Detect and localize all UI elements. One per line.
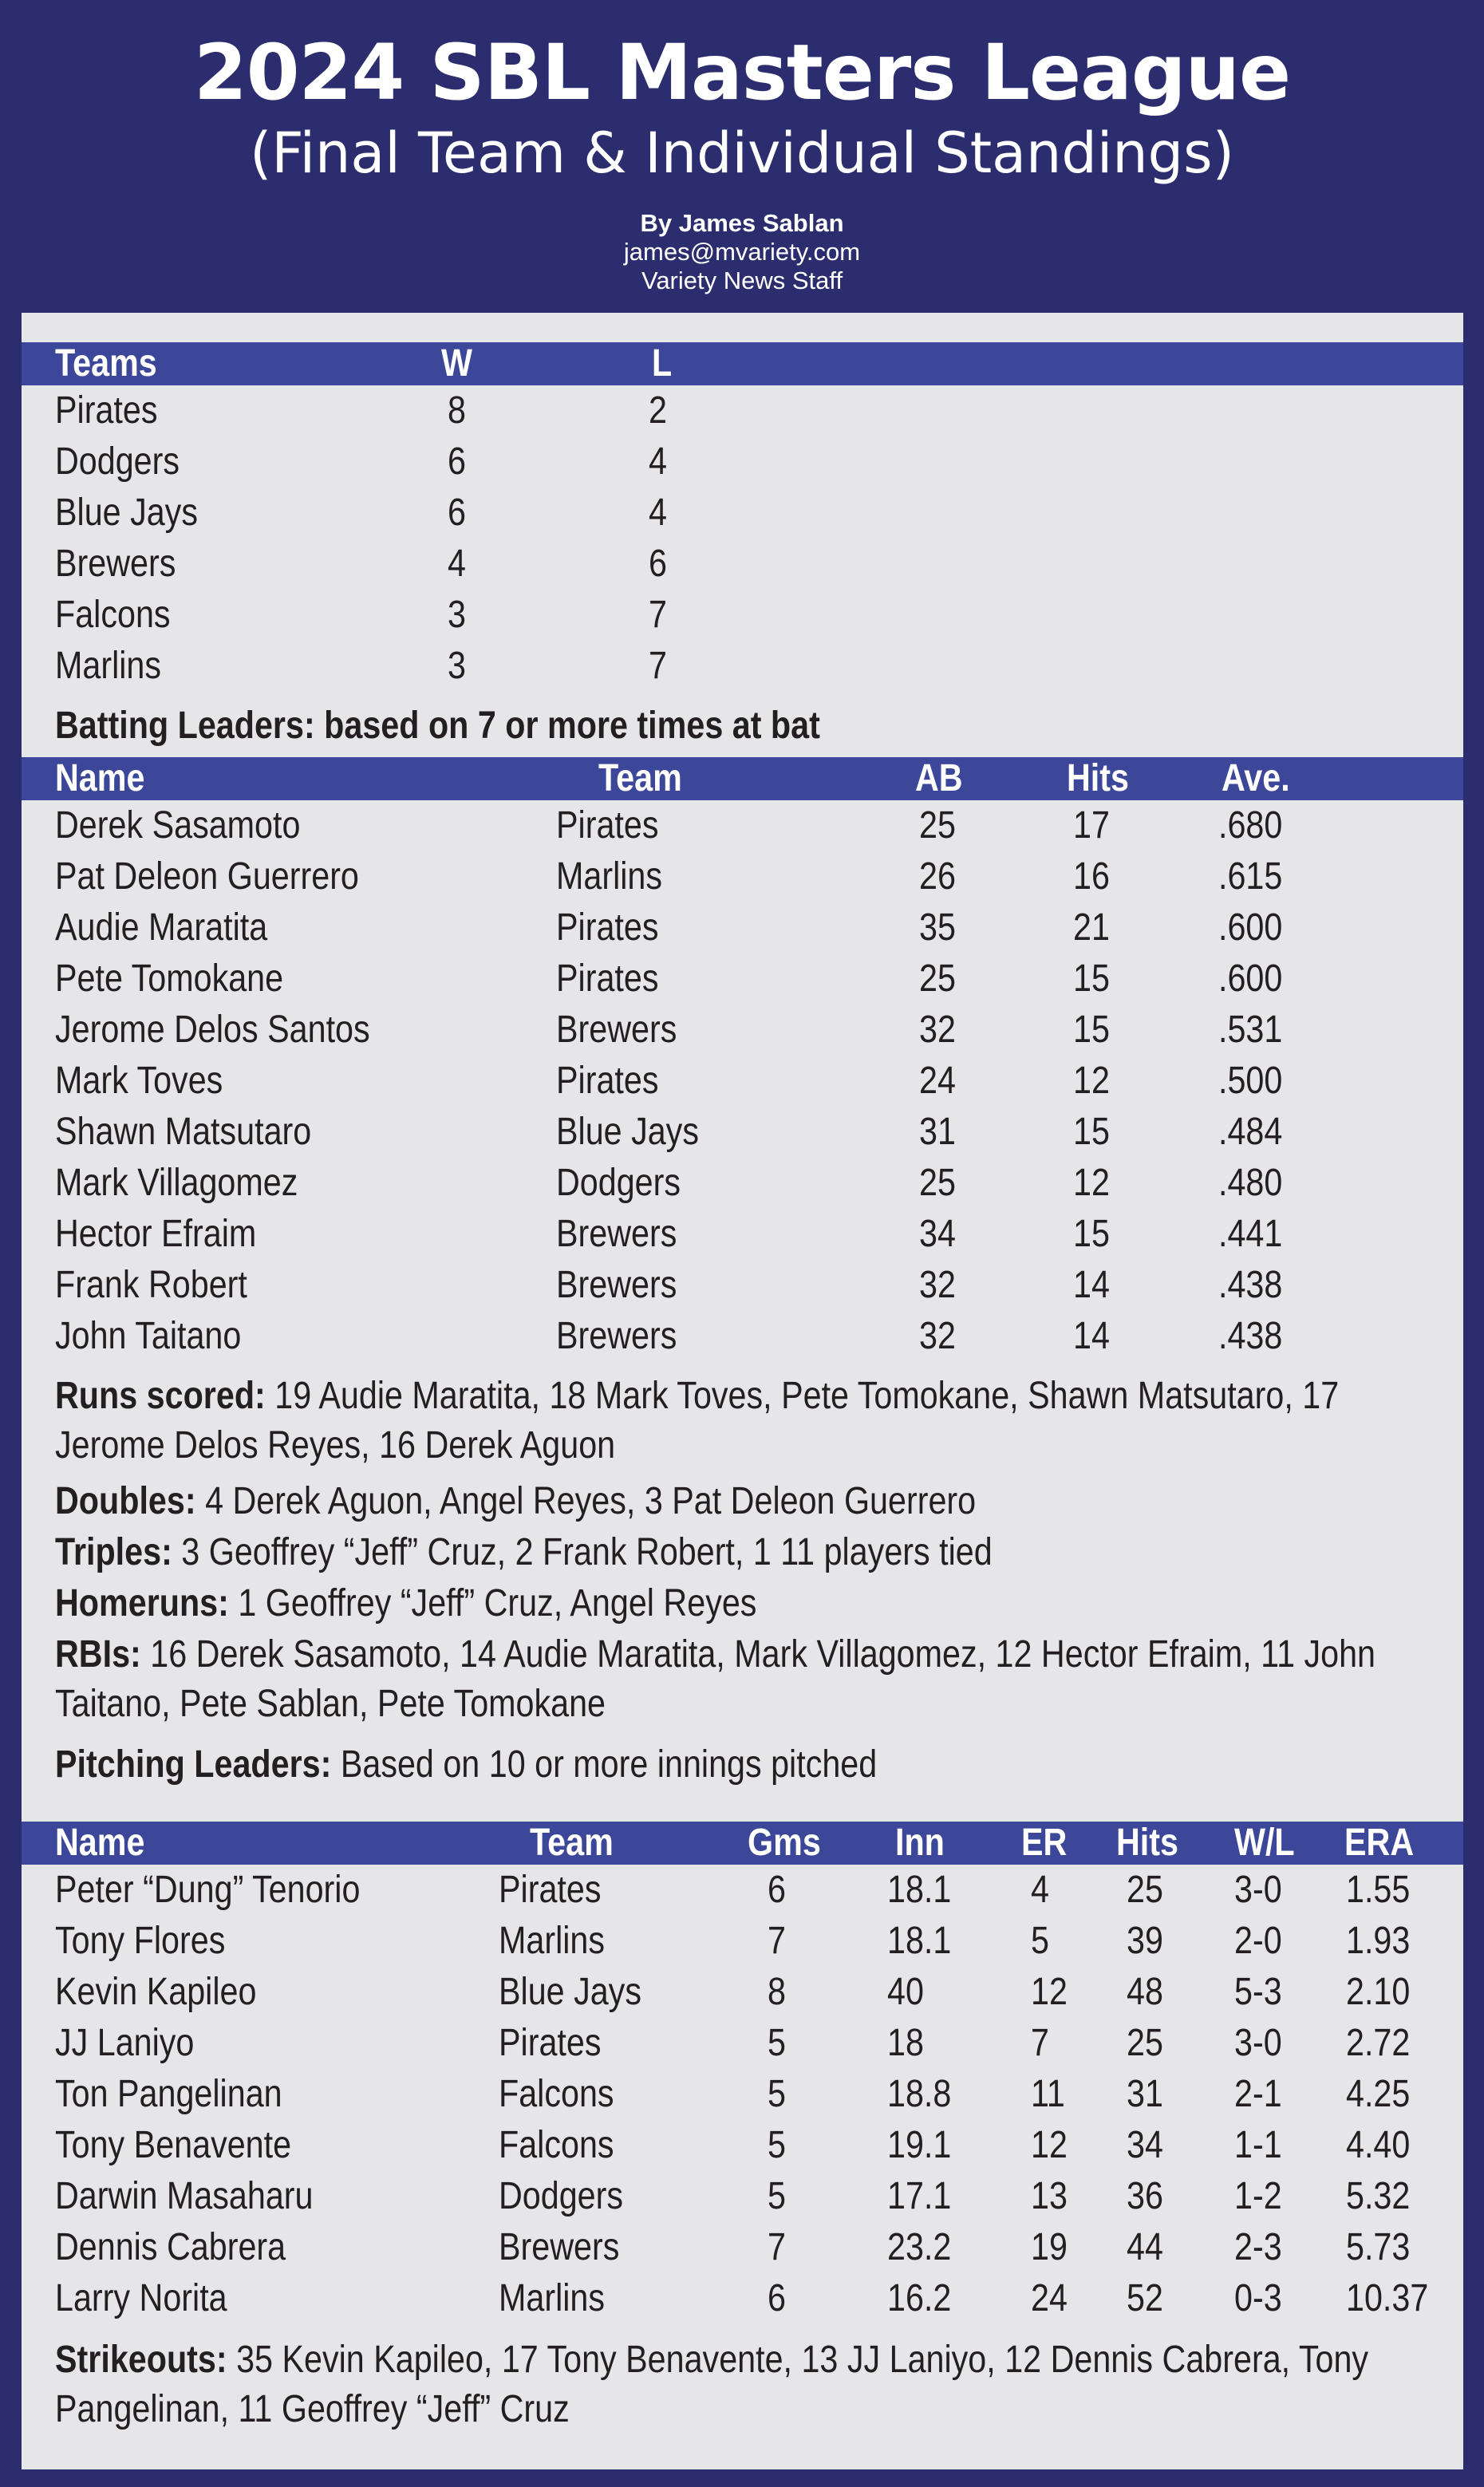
page-subtitle: (Final Team & Individual Standings) bbox=[250, 120, 1234, 186]
runs-scored-leaders bbox=[55, 1372, 1448, 1470]
team-losses: 4 bbox=[649, 440, 667, 483]
hits: 14 bbox=[1073, 1315, 1110, 1357]
player-name: Audie Maratita bbox=[55, 906, 268, 949]
column-header-era: ERA bbox=[1344, 1822, 1415, 1864]
hits: 17 bbox=[1073, 804, 1110, 847]
column-header-hits: Hits bbox=[1116, 1822, 1178, 1864]
pitching-row bbox=[22, 2069, 1463, 2120]
pitcher-team: Dodgers bbox=[499, 2175, 624, 2217]
player-name: Frank Robert bbox=[55, 1264, 247, 1306]
team-name: Marlins bbox=[55, 645, 162, 687]
pitcher-name: Tony Flores bbox=[55, 1920, 226, 1962]
hits-allowed: 48 bbox=[1127, 1971, 1163, 2013]
batting-average: .480 bbox=[1218, 1162, 1283, 1204]
batting-row bbox=[22, 1158, 1463, 1209]
innings: 23.2 bbox=[887, 2226, 952, 2268]
games: 5 bbox=[768, 2022, 786, 2064]
column-header-team: Team bbox=[598, 757, 682, 799]
batting-row bbox=[22, 851, 1463, 902]
team-losses: 6 bbox=[649, 543, 667, 585]
team-row bbox=[22, 488, 1463, 539]
at-bats: 32 bbox=[919, 1009, 956, 1051]
strikeouts-label: Strikeouts: bbox=[55, 2339, 227, 2381]
win-loss: 2-0 bbox=[1234, 1920, 1282, 1962]
homeruns-leaders bbox=[55, 1579, 1448, 1628]
hits: 12 bbox=[1073, 1162, 1110, 1204]
team-losses: 7 bbox=[649, 645, 667, 687]
column-header-hits: Hits bbox=[1067, 757, 1129, 799]
era: 5.32 bbox=[1346, 2175, 1411, 2217]
pitching-row bbox=[22, 1967, 1463, 2018]
player-name: Shawn Matsutaro bbox=[55, 1111, 312, 1153]
page-title: 2024 SBL Masters League bbox=[193, 28, 1291, 117]
batting-average: .484 bbox=[1218, 1111, 1283, 1153]
at-bats: 31 bbox=[919, 1111, 956, 1153]
column-header-team: Team bbox=[530, 1822, 614, 1864]
hits-allowed: 31 bbox=[1127, 2073, 1163, 2115]
pitching-row bbox=[22, 2018, 1463, 2069]
at-bats: 32 bbox=[919, 1264, 956, 1306]
at-bats: 24 bbox=[919, 1060, 956, 1102]
hits-allowed: 39 bbox=[1127, 1920, 1163, 1962]
pitching-row bbox=[22, 1916, 1463, 1967]
rbi-label: RBIs: bbox=[55, 1633, 141, 1676]
batting-average: .438 bbox=[1218, 1315, 1283, 1357]
homeruns-label: Homeruns: bbox=[55, 1582, 229, 1624]
strikeouts-leaders bbox=[55, 2335, 1448, 2434]
hits-allowed: 52 bbox=[1127, 2277, 1163, 2319]
games: 7 bbox=[768, 2226, 786, 2268]
games: 6 bbox=[768, 1869, 786, 1911]
team-standings-header bbox=[22, 342, 1463, 385]
team-wins: 4 bbox=[448, 543, 466, 585]
column-header-win-loss: W/L bbox=[1234, 1822, 1295, 1864]
pitcher-team: Brewers bbox=[499, 2226, 620, 2268]
doubles-text: 4 Derek Aguon, Angel Reyes, 3 Pat Deleon Guerrero bbox=[195, 1480, 977, 1522]
column-header-name: Name bbox=[55, 1822, 145, 1864]
pitching-leaders-label: Pitching Leaders: bbox=[55, 1743, 332, 1786]
player-team: Brewers bbox=[556, 1264, 677, 1306]
player-name: Derek Sasamoto bbox=[55, 804, 301, 847]
player-team: Brewers bbox=[556, 1009, 677, 1051]
games: 5 bbox=[768, 2073, 786, 2115]
team-row bbox=[22, 590, 1463, 641]
strikeouts-text: 35 Kevin Kapileo, 17 Tony Benavente, 13 JJ Laniyo, 12 Dennis Cabrera, Tony Pangelinan, 11 Geoffrey “Jeff” Cruz bbox=[55, 2339, 1369, 2430]
pitcher-team: Marlins bbox=[499, 2277, 606, 2319]
page-header bbox=[0, 0, 1484, 313]
column-header-wins: W bbox=[441, 342, 472, 385]
player-name: John Taitano bbox=[55, 1315, 242, 1357]
pitcher-name: Dennis Cabrera bbox=[55, 2226, 286, 2268]
team-row bbox=[22, 641, 1463, 692]
pitcher-team: Marlins bbox=[499, 1920, 606, 1962]
era: 4.25 bbox=[1346, 2073, 1411, 2115]
win-loss: 2-3 bbox=[1234, 2226, 1282, 2268]
earned-runs: 12 bbox=[1031, 2124, 1068, 2166]
innings: 18.8 bbox=[887, 2073, 952, 2115]
team-name: Falcons bbox=[55, 594, 171, 636]
player-team: Pirates bbox=[556, 804, 659, 847]
win-loss: 3-0 bbox=[1234, 2022, 1282, 2064]
era: 1.55 bbox=[1346, 1869, 1411, 1911]
games: 8 bbox=[768, 1971, 786, 2013]
player-team: Brewers bbox=[556, 1315, 677, 1357]
player-team: Blue Jays bbox=[556, 1111, 699, 1153]
batting-average: .600 bbox=[1218, 957, 1283, 1000]
batting-row bbox=[22, 953, 1463, 1005]
doubles-leaders bbox=[55, 1477, 1448, 1526]
batting-row bbox=[22, 1005, 1463, 1056]
pitching-row bbox=[22, 1865, 1463, 1916]
column-header-name: Name bbox=[55, 757, 145, 799]
pitcher-team: Pirates bbox=[499, 2022, 602, 2064]
batting-average: .531 bbox=[1218, 1009, 1283, 1051]
win-loss: 0-3 bbox=[1234, 2277, 1282, 2319]
player-team: Dodgers bbox=[556, 1162, 681, 1204]
innings: 16.2 bbox=[887, 2277, 952, 2319]
team-losses: 7 bbox=[649, 594, 667, 636]
player-team: Pirates bbox=[556, 1060, 659, 1102]
player-name: Mark Toves bbox=[55, 1060, 223, 1102]
player-team: Brewers bbox=[556, 1213, 677, 1255]
column-header-ab: AB bbox=[915, 757, 963, 799]
pitching-table-header bbox=[22, 1822, 1463, 1865]
pitcher-name: Ton Pangelinan bbox=[55, 2073, 282, 2115]
win-loss: 3-0 bbox=[1234, 1869, 1282, 1911]
pitching-row bbox=[22, 2273, 1463, 2324]
batting-average: .615 bbox=[1218, 855, 1283, 898]
hits: 14 bbox=[1073, 1264, 1110, 1306]
rbi-leaders bbox=[55, 1630, 1448, 1729]
innings: 18.1 bbox=[887, 1869, 952, 1911]
team-losses: 2 bbox=[649, 389, 667, 432]
innings: 19.1 bbox=[887, 2124, 952, 2166]
team-wins: 3 bbox=[448, 594, 466, 636]
team-row bbox=[22, 385, 1463, 436]
runs-scored-text: 19 Audie Maratita, 18 Mark Toves, Pete Tomokane, Shawn Matsutaro, 17 Jerome Delos Reyes, 16 Derek Aguon bbox=[55, 1375, 1340, 1467]
triples-text: 3 Geoffrey “Jeff” Cruz, 2 Frank Robert, 1 11 players tied bbox=[172, 1531, 993, 1573]
earned-runs: 13 bbox=[1031, 2175, 1068, 2217]
player-name: Hector Efraim bbox=[55, 1213, 257, 1255]
earned-runs: 11 bbox=[1031, 2073, 1065, 2115]
team-name: Blue Jays bbox=[55, 491, 198, 534]
author-staff-line: Variety News Staff bbox=[641, 266, 843, 294]
triples-label: Triples: bbox=[55, 1531, 172, 1573]
column-header-earned-runs: ER bbox=[1021, 1822, 1068, 1864]
team-wins: 6 bbox=[448, 491, 466, 534]
author-email: james@mvariety.com bbox=[623, 238, 861, 266]
pitching-leaders-text: Based on 10 or more innings pitched bbox=[331, 1743, 878, 1786]
pitching-leaders-heading bbox=[55, 1740, 1448, 1790]
hits: 21 bbox=[1073, 906, 1110, 949]
earned-runs: 7 bbox=[1031, 2022, 1049, 2064]
pitcher-team: Pirates bbox=[499, 1869, 602, 1911]
win-loss: 2-1 bbox=[1234, 2073, 1282, 2115]
hits: 15 bbox=[1073, 1111, 1110, 1153]
win-loss: 1-1 bbox=[1234, 2124, 1282, 2166]
games: 7 bbox=[768, 1920, 786, 1962]
batting-average: .438 bbox=[1218, 1264, 1283, 1306]
team-name: Pirates bbox=[55, 389, 158, 432]
doubles-label: Doubles: bbox=[55, 1480, 196, 1522]
games: 5 bbox=[768, 2175, 786, 2217]
batting-average: .600 bbox=[1218, 906, 1283, 949]
player-team: Pirates bbox=[556, 957, 659, 1000]
at-bats: 35 bbox=[919, 906, 956, 949]
pitcher-name: Peter “Dung” Tenorio bbox=[55, 1869, 361, 1911]
at-bats: 25 bbox=[919, 804, 956, 847]
earned-runs: 12 bbox=[1031, 1971, 1068, 2013]
standings-panel bbox=[22, 313, 1463, 2469]
era: 5.73 bbox=[1346, 2226, 1411, 2268]
batting-average: .441 bbox=[1218, 1213, 1283, 1255]
column-header-average: Ave. bbox=[1222, 757, 1290, 799]
hits-allowed: 36 bbox=[1127, 2175, 1163, 2217]
innings: 18 bbox=[887, 2022, 924, 2064]
at-bats: 25 bbox=[919, 957, 956, 1000]
hits-allowed: 44 bbox=[1127, 2226, 1163, 2268]
earned-runs: 24 bbox=[1031, 2277, 1068, 2319]
hits-allowed: 25 bbox=[1127, 1869, 1163, 1911]
column-header-teams: Teams bbox=[55, 342, 157, 385]
column-header-losses: L bbox=[652, 342, 673, 385]
earned-runs: 5 bbox=[1031, 1920, 1049, 1962]
pitcher-name: Tony Benavente bbox=[55, 2124, 292, 2166]
team-wins: 8 bbox=[448, 389, 466, 432]
pitching-row bbox=[22, 2120, 1463, 2171]
player-team: Pirates bbox=[556, 906, 659, 949]
batting-average: .680 bbox=[1218, 804, 1283, 847]
pitcher-name: JJ Laniyo bbox=[55, 2022, 195, 2064]
era: 2.72 bbox=[1346, 2022, 1411, 2064]
team-wins: 3 bbox=[448, 645, 466, 687]
team-name: Dodgers bbox=[55, 440, 180, 483]
player-name: Pat Deleon Guerrero bbox=[55, 855, 359, 898]
innings: 40 bbox=[887, 1971, 924, 2013]
runs-scored-label: Runs scored: bbox=[55, 1375, 266, 1417]
batting-row bbox=[22, 1311, 1463, 1362]
pitching-row bbox=[22, 2222, 1463, 2273]
era: 1.93 bbox=[1346, 1920, 1411, 1962]
batting-row bbox=[22, 800, 1463, 851]
win-loss: 1-2 bbox=[1234, 2175, 1282, 2217]
author-byline: By James Sablan bbox=[640, 209, 844, 237]
player-name: Jerome Delos Santos bbox=[55, 1009, 370, 1051]
column-header-innings: Inn bbox=[895, 1822, 945, 1864]
games: 6 bbox=[768, 2277, 786, 2319]
hits-allowed: 34 bbox=[1127, 2124, 1163, 2166]
pitcher-team: Blue Jays bbox=[499, 1971, 641, 2013]
triples-leaders bbox=[55, 1528, 1448, 1577]
hits-allowed: 25 bbox=[1127, 2022, 1163, 2064]
at-bats: 26 bbox=[919, 855, 956, 898]
pitching-row bbox=[22, 2171, 1463, 2222]
earned-runs: 19 bbox=[1031, 2226, 1068, 2268]
batting-row bbox=[22, 1260, 1463, 1311]
hits: 16 bbox=[1073, 855, 1110, 898]
pitcher-team: Falcons bbox=[499, 2124, 614, 2166]
pitcher-team: Falcons bbox=[499, 2073, 614, 2115]
batting-leaders-heading: Batting Leaders: based on 7 or more times at bat bbox=[55, 705, 820, 747]
innings: 18.1 bbox=[887, 1920, 952, 1962]
team-row bbox=[22, 539, 1463, 590]
player-name: Mark Villagomez bbox=[55, 1162, 298, 1204]
pitcher-name: Larry Norita bbox=[55, 2277, 227, 2319]
pitcher-name: Darwin Masaharu bbox=[55, 2175, 314, 2217]
at-bats: 34 bbox=[919, 1213, 956, 1255]
hits: 15 bbox=[1073, 1213, 1110, 1255]
player-name: Pete Tomokane bbox=[55, 957, 284, 1000]
team-row bbox=[22, 436, 1463, 488]
games: 5 bbox=[768, 2124, 786, 2166]
batting-table-header bbox=[22, 757, 1463, 800]
hits: 12 bbox=[1073, 1060, 1110, 1102]
win-loss: 5-3 bbox=[1234, 1971, 1282, 2013]
homeruns-text: 1 Geoffrey “Jeff” Cruz, Angel Reyes bbox=[228, 1582, 757, 1624]
hits: 15 bbox=[1073, 1009, 1110, 1051]
hits: 15 bbox=[1073, 957, 1110, 1000]
batting-row bbox=[22, 902, 1463, 953]
team-name: Brewers bbox=[55, 543, 176, 585]
at-bats: 32 bbox=[919, 1315, 956, 1357]
team-losses: 4 bbox=[649, 491, 667, 534]
player-team: Marlins bbox=[556, 855, 663, 898]
innings: 17.1 bbox=[887, 2175, 952, 2217]
era: 4.40 bbox=[1346, 2124, 1411, 2166]
at-bats: 25 bbox=[919, 1162, 956, 1204]
era: 2.10 bbox=[1346, 1971, 1411, 2013]
batting-row bbox=[22, 1209, 1463, 1260]
batting-average: .500 bbox=[1218, 1060, 1283, 1102]
pitcher-name: Kevin Kapileo bbox=[55, 1971, 257, 2013]
batting-row bbox=[22, 1107, 1463, 1158]
team-wins: 6 bbox=[448, 440, 466, 483]
era: 10.37 bbox=[1346, 2277, 1429, 2319]
column-header-games: Gms bbox=[748, 1822, 821, 1864]
rbi-text: 16 Derek Sasamoto, 14 Audie Maratita, Mark Villagomez, 12 Hector Efraim, 11 John Taitano, Pete Sablan, Pete Tomokane bbox=[55, 1633, 1376, 1725]
batting-row bbox=[22, 1056, 1463, 1107]
earned-runs: 4 bbox=[1031, 1869, 1049, 1911]
